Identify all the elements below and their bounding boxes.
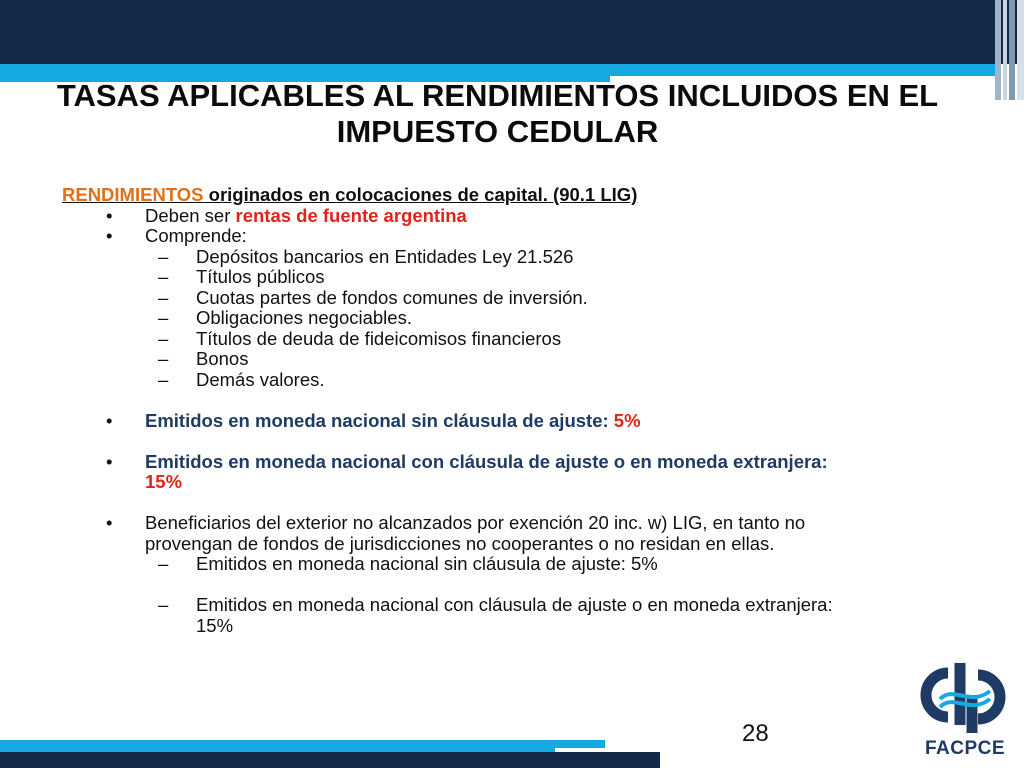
bullet-text: Comprende: — [145, 225, 247, 246]
bullet-text: Emitidos en moneda nacional sin cláusula de ajuste: — [145, 409, 614, 431]
bullet-item — [62, 206, 942, 227]
dash-marker: – — [158, 266, 169, 287]
title-line-2: IMPUESTO CEDULAR — [336, 114, 659, 149]
bottom-accent-step — [555, 740, 605, 748]
sub-item — [62, 370, 942, 391]
sub-item — [62, 288, 942, 309]
sub-item-text: Títulos públicos — [196, 266, 325, 287]
rate-value: 15% — [145, 471, 183, 492]
bullet-item — [62, 452, 942, 493]
sub-item — [62, 595, 942, 636]
sub-item-text: Emitidos en moneda nacional sin cláusula de ajuste: 5% — [196, 553, 658, 574]
dash-marker: – — [158, 286, 169, 308]
sub-item — [62, 349, 942, 370]
dash-marker: – — [158, 307, 169, 328]
slide-body — [62, 185, 942, 636]
bullet-text-line-1: Beneficiarios del exterior no alcanzados por exención 20 inc. w) LIG, en tanto no — [145, 512, 806, 533]
rate-value: 5% — [613, 409, 641, 431]
dash-marker: – — [158, 327, 169, 349]
sub-item — [62, 554, 942, 575]
dash-marker: – — [158, 368, 169, 390]
dash-marker: – — [158, 348, 169, 369]
corner-stripes — [995, 0, 1024, 100]
heading-highlight: RENDIMIENTOS — [62, 184, 204, 205]
bullet-item — [62, 513, 942, 554]
bullet-emphasis: rentas de fuente argentina — [235, 204, 467, 226]
sub-item — [62, 308, 942, 329]
dash-marker: – — [158, 245, 169, 267]
sub-item-text: Obligaciones negociables. — [196, 307, 412, 328]
logo-text: FACPCE — [924, 738, 1006, 759]
bottom-accent-bar — [0, 740, 555, 752]
bullet-text: Emitidos en moneda nacional con cláusula de ajuste o en moneda extranjera: — [145, 450, 828, 472]
heading-rest: originados en colocaciones de capital. (90.1 LIG) — [203, 184, 638, 205]
bullet-marker: • — [106, 204, 113, 226]
sub-item — [62, 267, 942, 288]
bullet-text: Deben ser — [145, 204, 236, 226]
top-banner — [0, 0, 1024, 64]
bullet-marker: • — [106, 225, 113, 246]
page-number: 28 — [742, 720, 769, 747]
sub-item-text: Depósitos bancarios en Entidades Ley 21.526 — [196, 245, 574, 267]
sub-item-text-line-1: Emitidos en moneda nacional con cláusula de ajuste o en moneda extranjera: — [196, 594, 833, 615]
bottom-banner — [0, 752, 660, 768]
bullet-item — [62, 411, 942, 432]
sub-item-text: Títulos de deuda de fideicomisos financieros — [196, 327, 562, 349]
bullet-marker: • — [106, 409, 113, 431]
title-line-1: TASAS APLICABLES AL RENDIMIENTOS INCLUIDOS EN EL — [56, 78, 939, 113]
sub-item-text-line-2: 15% — [196, 614, 234, 636]
slide-title — [0, 78, 995, 150]
sub-item — [62, 329, 942, 350]
sub-item — [62, 247, 942, 268]
bullet-marker: • — [106, 512, 113, 533]
sub-item-text: Demás valores. — [196, 368, 325, 390]
section-heading — [62, 185, 942, 206]
bullet-item — [62, 226, 942, 247]
sub-item-text: Cuotas partes de fondos comunes de inversión. — [196, 286, 588, 308]
bullet-marker: • — [106, 450, 113, 472]
dash-marker: – — [158, 553, 169, 574]
dash-marker: – — [158, 594, 169, 615]
bullet-text-line-2: provengan de fondos de jurisdicciones no cooperantes o no residan en ellas. — [145, 532, 775, 554]
sub-item-text: Bonos — [196, 348, 249, 369]
